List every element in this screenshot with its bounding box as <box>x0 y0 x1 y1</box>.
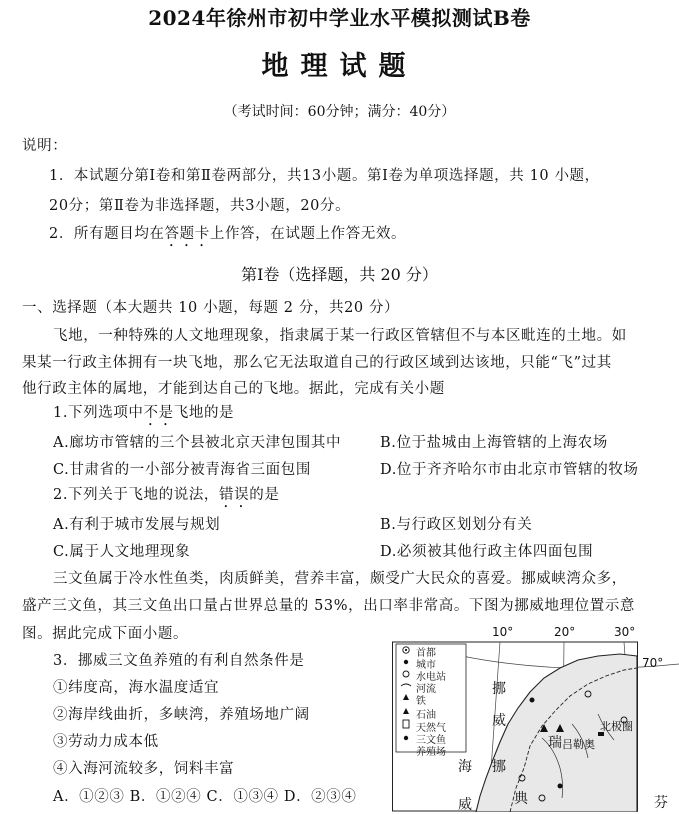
legend-capital: 首都 <box>416 648 436 659</box>
q2-option-c: C.属于人文地理现象 <box>53 544 191 560</box>
legend-river: 河流 <box>416 684 436 695</box>
q2-option-a: A.有利于城市发展与规划 <box>53 517 221 533</box>
q1-option-b: B.位于盐城由上海管辖的上海农场 <box>380 435 608 451</box>
label-norway-2: 威 <box>492 713 506 729</box>
passage-1-line-2: 果某一行政主体拥有一块飞地，那么它无法取道自己的行政区域到达该地，只能“飞”过其 <box>22 355 612 371</box>
question-1-stem <box>53 401 234 429</box>
legend-city-symbol <box>404 660 408 664</box>
label-sweden-2: 典 <box>514 791 528 807</box>
legend-salmon-symbol <box>404 736 408 740</box>
exam-time: （考试时间：60分钟；满分：40分） <box>223 104 456 120</box>
label-sea-3: 威 <box>458 797 472 813</box>
passage-2-line-3: 图。据此完成下面小题。 <box>22 626 189 642</box>
legend-farm: 养殖场 <box>416 747 446 758</box>
label-lulea: 吕勒奥 <box>562 738 595 751</box>
legend-city: 城市 <box>416 660 436 671</box>
label-norway-1: 挪 <box>492 681 506 697</box>
q3-statement-1: ①纬度高，海水温度适宜 <box>53 680 220 696</box>
q2-option-b: B.与行政区划划分有关 <box>380 517 533 533</box>
instruction-line-3-emphasis: 答题卡 <box>164 226 210 242</box>
label-sea-1: 海 <box>458 759 472 775</box>
instruction-line-3 <box>49 222 406 250</box>
legend-iron: 铁 <box>416 696 426 707</box>
instruction-line-2: 20分；第Ⅱ卷为非选择题，共3小题，20分。 <box>49 198 351 214</box>
question-3-stem: 3．挪威三文鱼养殖的有利自然条件是 <box>53 653 305 669</box>
q1-option-c: C.甘肃省的一小部分被青海省三面包围 <box>53 462 311 478</box>
section-1-title: 第Ⅰ卷（选择题，共 20 分） <box>241 265 438 284</box>
instruction-line-3-c: 上作答，在试题上作答无效。 <box>209 226 407 242</box>
label-finland-partial: 芬 <box>654 795 668 811</box>
exam-title: 2024年徐州市初中学业水平模拟测试B卷 <box>148 6 531 30</box>
lon-label-30: 30° <box>614 625 636 639</box>
label-sea-2: 挪 <box>492 759 506 775</box>
q1-option-a: A.廊坊市管辖的三个县被北京天津包围其中 <box>53 435 342 451</box>
q2-stem-c: 的是 <box>249 487 280 503</box>
q3-statement-2: ②海岸线曲折，多峡湾，养殖场地广阔 <box>53 707 310 723</box>
q1-option-d: D.位于齐齐哈尔市由北京市管辖的牧场 <box>380 462 639 478</box>
instruction-line-1: 1．本试题分第Ⅰ卷和第Ⅱ卷两部分，共13小题。第Ⅰ卷为单项选择题，共 10 小题， <box>49 168 600 184</box>
label-sweden-1: 瑞 <box>548 735 562 751</box>
instructions-heading: 说明： <box>22 138 68 154</box>
q1-stem-c: 飞地的是 <box>173 405 235 421</box>
legend-salmon: 三文鱼 <box>416 735 446 746</box>
passage-2-line-1: 三文鱼属于冷水性鱼类，肉质鲜美，营养丰富，颇受广大民众的喜爱。挪威峡湾众多， <box>53 571 627 587</box>
passage-2-line-2: 盛产三文鱼，其三文鱼出口量占世界总量的 53%，出口率非常高。下图为挪威地理位置示意 <box>22 598 636 614</box>
city-marker <box>530 698 535 703</box>
passage-1-line-3: 他行政主体的属地，才能到达自己的飞地。据此，完成有关小题 <box>22 381 445 397</box>
lat-label-70: 70° <box>642 656 664 670</box>
q3-statement-4: ④入海河流较多，饲料丰富 <box>53 761 235 777</box>
instruction-line-3-a: 2．所有题目均在 <box>49 226 165 242</box>
q1-stem-emphasis: 不是 <box>143 405 174 421</box>
question-2-stem <box>53 483 279 511</box>
q3-answer-options: A．①②③ B．①②④ C．①③④ D．②③④ <box>53 789 357 805</box>
q2-stem-emphasis: 错误 <box>219 487 250 503</box>
q3-statement-3: ③劳动力成本低 <box>53 734 159 750</box>
q2-option-d: D.必须被其他行政主体四面包围 <box>380 544 594 560</box>
section-1-intro: 一、选择题（本大题共 10 小题，每题 2 分，共20 分） <box>22 300 400 316</box>
salmon-farm-marker <box>558 784 563 789</box>
norway-location-map <box>392 625 679 813</box>
legend-oil: 石油 <box>416 710 436 721</box>
legend-hydro: 水电站 <box>416 672 446 683</box>
q2-stem-a: 2.下列关于飞地的说法， <box>53 487 220 503</box>
legend-gas: 天然气 <box>416 723 446 734</box>
lon-label-10: 10° <box>492 625 514 639</box>
lon-label-20: 20° <box>554 625 576 639</box>
subject-title: 地理试题 <box>261 51 418 82</box>
q1-stem-a: 1.下列选项中 <box>53 405 144 421</box>
passage-1-line-1: 飞地，一种特殊的人文地理现象，指隶属于某一行政区管辖但不与本区毗连的土地。如 <box>53 328 627 344</box>
label-arctic-circle: 北极圈 <box>600 720 633 733</box>
